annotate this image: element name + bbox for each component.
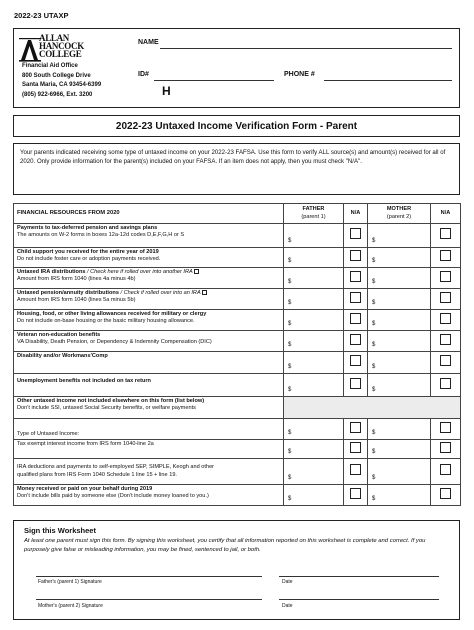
father-amount[interactable]: $ (284, 248, 344, 268)
ira-rollover-checkbox[interactable] (194, 269, 199, 274)
mother-na-checkbox[interactable] (431, 268, 461, 289)
office-address2: Santa Maria, CA 93454-6399 (22, 82, 102, 88)
mother-na-checkbox[interactable] (431, 485, 461, 506)
sign-disclaimer: At least one parent must sign this form. By signing this worksheet, you certify that all information reported on this worksheet is complete and correct. If you purposely give false or misleading information, you may be fined, sentenced to jail, or both. (24, 538, 426, 553)
row-label: Child support you received for the entire year of 2019 Do not include foster care or adoption payments received. (14, 248, 284, 268)
name-label: NAME (138, 39, 159, 46)
mother-na-checkbox[interactable] (431, 248, 461, 268)
mother-na-checkbox[interactable] (431, 419, 461, 440)
father-date-caption: Date (282, 579, 293, 585)
father-amount[interactable]: $ (284, 289, 344, 310)
other-untaxed-header-row (14, 397, 461, 419)
phone-field[interactable] (324, 80, 452, 81)
father-na-checkbox[interactable] (344, 374, 368, 397)
mother-signature-field[interactable] (36, 599, 262, 600)
ira-deductions-label: IRA deductions and payments to self-employed SEP, SIMPLE, Keogh and other qualified plans from IRS Form 1040 Schedule 1 line 15 + line 19. (14, 459, 284, 485)
mother-na-checkbox[interactable] (431, 289, 461, 310)
father-na-checkbox[interactable] (344, 289, 368, 310)
father-signature-caption: Father's (parent 1) Signature (38, 579, 102, 585)
table-row (14, 248, 461, 268)
row-label: Other untaxed income not included elsewhere on this form (list below) Don't include SSI, untaxed Social Security benefits, or welfare payments (14, 397, 284, 419)
father-amount[interactable]: $ (284, 268, 344, 289)
mother-na-checkbox[interactable] (431, 374, 461, 397)
col-father-header: FATHER (parent 1) (284, 204, 344, 224)
father-na-checkbox[interactable] (344, 248, 368, 268)
mother-amount[interactable]: $ (368, 268, 431, 289)
name-field[interactable] (160, 48, 452, 49)
table-row (14, 459, 461, 485)
pension-rollover-checkbox[interactable] (202, 290, 207, 295)
father-amount[interactable]: $ (284, 374, 344, 397)
father-amount[interactable]: $ (284, 419, 344, 440)
mother-amount[interactable]: $ (368, 224, 431, 248)
father-amount[interactable]: $ (284, 331, 344, 352)
h-mark: H (162, 84, 171, 98)
father-amount[interactable]: $ (284, 485, 344, 506)
father-amount[interactable]: $ (284, 224, 344, 248)
father-na-checkbox[interactable] (344, 352, 368, 374)
mother-date-caption: Date (282, 603, 293, 609)
table-row (14, 331, 461, 352)
row-label: Disability and/or Workmans'Comp (14, 352, 284, 374)
shaded-cell (284, 397, 461, 419)
father-amount[interactable]: $ (284, 352, 344, 374)
mother-amount[interactable]: $ (368, 352, 431, 374)
financial-resources-table (13, 203, 461, 506)
intro-text: Your parents indicated receiving some type of untaxed income on your 2022-23 FAFSA. Use this form to verify ALL source(s) and amount(s) received for all of 2020. Only provide information for the parent(s) included on your FAFSA. If an item does not apply, then you must check "N/A". (13, 143, 460, 195)
sign-section (13, 520, 460, 620)
father-na-checkbox[interactable] (344, 419, 368, 440)
money-received-label: Money received or paid on your behalf during 2019 Don't include bills paid by someone else (Don't include money loaned to you.) (14, 485, 284, 506)
mother-na-checkbox[interactable] (431, 352, 461, 374)
header-box (13, 28, 460, 108)
father-na-checkbox[interactable] (344, 331, 368, 352)
mother-amount[interactable]: $ (368, 374, 431, 397)
row-label: Untaxed IRA distributions / Check here if rolled over into another IRA Amount from IRS form 1040 (lines 4a minus 4b) (14, 268, 284, 289)
id-field[interactable] (154, 80, 274, 81)
table-header-row (14, 204, 461, 224)
father-na-checkbox[interactable] (344, 440, 368, 459)
row-label: Payments to tax-deferred pension and savings plans The amounts on W-2 forms in boxes 12a-12d codes D,E,F,G,H or S (14, 224, 284, 248)
office-phone: (805) 922-6966, Ext. 3200 (22, 92, 93, 98)
mother-signature-caption: Mother's (parent 2) Signature (38, 603, 103, 609)
mother-amount[interactable]: $ (368, 331, 431, 352)
father-signature-field[interactable] (36, 576, 262, 577)
sign-title: Sign this Worksheet (24, 526, 96, 535)
col-resources-header: FINANCIAL RESOURCES FROM 2020 (14, 204, 284, 224)
mother-na-checkbox[interactable] (431, 331, 461, 352)
father-amount[interactable]: $ (284, 440, 344, 459)
col-mother-header: MOTHER (parent 2) (368, 204, 431, 224)
row-label: Untaxed pension/annuity distributions / Check if rolled over into an IRA Amount from IRS form 1040 (lines 5a minus 5b) (14, 289, 284, 310)
interest-label: Tax exempt interest income from IRS form 1040-line 2a (14, 440, 284, 459)
col-na-header: N/A (344, 204, 368, 224)
father-na-checkbox[interactable] (344, 310, 368, 331)
father-amount[interactable]: $ (284, 310, 344, 331)
logo-text: ALLAN HANCOCK COLLEGE (39, 33, 84, 59)
mother-na-checkbox[interactable] (431, 440, 461, 459)
table-row (14, 224, 461, 248)
mother-amount[interactable]: $ (368, 485, 431, 506)
form-code: 2022-23 UTAXP (14, 11, 69, 20)
mother-amount[interactable]: $ (368, 459, 431, 485)
row-label: Housing, food, or other living allowances received for military or clergy Do not include on-base housing or the basic military housing allowance. (14, 310, 284, 331)
mother-na-checkbox[interactable] (431, 310, 461, 331)
phone-label: PHONE # (284, 71, 315, 78)
father-amount[interactable]: $ (284, 459, 344, 485)
mother-amount[interactable]: $ (368, 310, 431, 331)
college-logo (19, 34, 121, 64)
mother-date-field[interactable] (279, 599, 439, 600)
row-label: Veteran non-education benefits VA Disability, Death Pension, or Dependency & Indemnity Compensation (DIC) (14, 331, 284, 352)
table-row (14, 268, 461, 289)
father-na-checkbox[interactable] (344, 268, 368, 289)
father-na-checkbox[interactable] (344, 459, 368, 485)
table-row (14, 310, 461, 331)
mother-amount[interactable]: $ (368, 440, 431, 459)
table-row (14, 374, 461, 397)
mother-na-checkbox[interactable] (431, 224, 461, 248)
mother-amount[interactable]: $ (368, 248, 431, 268)
mother-amount[interactable]: $ (368, 289, 431, 310)
father-na-checkbox[interactable] (344, 224, 368, 248)
mother-amount[interactable]: $ (368, 419, 431, 440)
form-title: 2022-23 Untaxed Income Verification Form - Parent (13, 115, 460, 137)
table-row (14, 419, 461, 440)
table-row (14, 440, 461, 459)
father-na-checkbox[interactable] (344, 485, 368, 506)
table-row (14, 352, 461, 374)
id-label: ID# (138, 71, 149, 78)
office-address1: 800 South College Drive (22, 73, 91, 79)
col-na2-header: N/A (431, 204, 461, 224)
mother-na-checkbox[interactable] (431, 459, 461, 485)
row-label: Unemployment benefits not included on tax return (14, 374, 284, 397)
office-name: Financial Aid Office (22, 63, 78, 69)
type-untaxed-label: Type of Untaxed Income: (14, 419, 284, 440)
table-row (14, 289, 461, 310)
father-date-field[interactable] (279, 576, 439, 577)
table-row (14, 485, 461, 506)
